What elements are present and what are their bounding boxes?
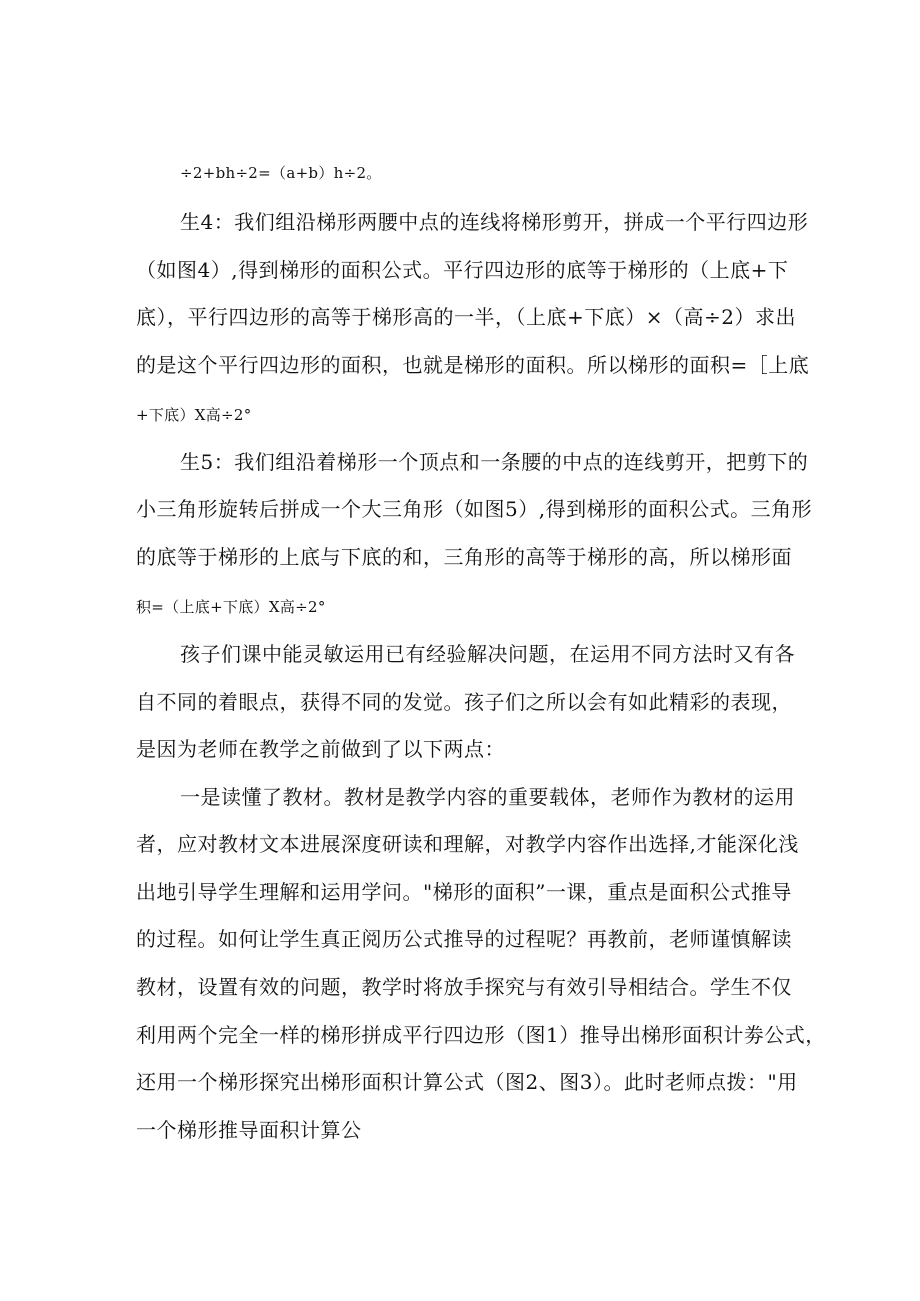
text-line-5: 的是这个平行四边形的面积，也就是梯形的面积。所以梯形的面积=［上底 [136, 353, 810, 377]
text-line-20: 还用一个梯形探究出梯形面积计算公式（图2、图3）。此时老师点拨："用 [136, 1070, 798, 1094]
text-line-1: ÷2+bh÷2=（a+b）h÷2。 [180, 164, 382, 182]
text-line-4: 底），平行四边形的高等于梯形高的一半，（上底+下底）×（高÷2）求出 [136, 305, 796, 329]
text-line-19: 利用两个完全一样的梯形拼成平行四边形（图1）推导出梯形面积计劵公式， [136, 1023, 826, 1047]
text-line-21: 一个梯形推导面积计算公 [136, 1118, 362, 1142]
text-line-7: 生5：我们组沿着梯形一个顶点和一条腰的中点的连线剪开，把剪下的 [180, 450, 809, 474]
text-line-15: 者，应对教材文本进展深度研读和理解，对教学内容作出选择,才能深化浅 [136, 832, 799, 856]
text-line-6: +下底）X高÷2° [136, 406, 252, 424]
text-line-18: 教材，设置有效的问题，教学时将放手探究与有效引导相结合。学生不仅 [136, 975, 792, 999]
text-line-14: 一是读懂了教材。教材是教学内容的重要载体，老师作为教材的运用 [180, 785, 795, 809]
text-line-13: 是因为老师在教学之前做到了以下两点： [136, 737, 505, 761]
text-line-10: 积=（上底+下底）X高÷2° [136, 598, 326, 616]
text-line-2: 生4：我们组沿梯形两腰中点的连线将梯形剪开，拼成一个平行四边形 [180, 210, 809, 234]
text-line-3: （如图4）,得到梯形的面积公式。平行四边形的底等于梯形的（上底+下 [136, 258, 789, 282]
text-line-16: 出地引导学生理解和运用学问。"梯形的面积”一课，重点是面积公式推导 [136, 880, 792, 904]
text-line-8: 小三角形旋转后拼成一个大三角形（如图5）,得到梯形的面积公式。三角形 [136, 497, 813, 521]
text-line-17: 的过程。如何让学生真正阅历公式推导的过程呢？再教前，老师谨慎解读 [136, 927, 792, 951]
text-line-11: 孩子们课中能灵敏运用已有经验解决问题，在运用不同方法时又有各 [180, 642, 795, 666]
text-line-9: 的底等于梯形的上底与下底的和，三角形的高等于梯形的高，所以梯形面 [136, 545, 792, 569]
text-line-12: 自不同的着眼点，获得不同的发觉。孩子们之所以会有如此精彩的表现， [136, 690, 792, 714]
